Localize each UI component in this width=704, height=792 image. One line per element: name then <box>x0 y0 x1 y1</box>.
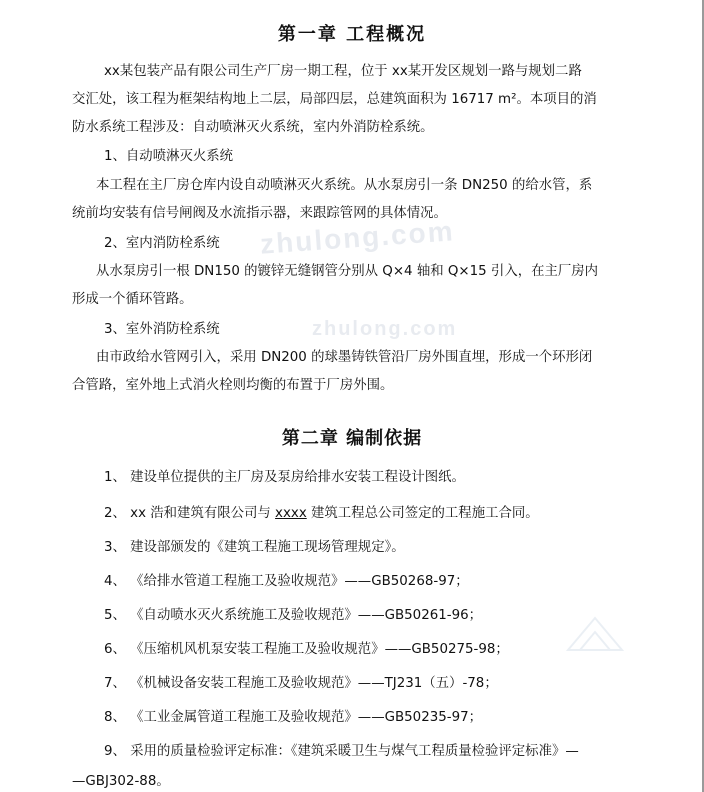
list-item-text: 建筑工程总公司签定的工程施工合同。 <box>306 506 539 521</box>
body-text-line: 本工程在主厂房仓库内设自动喷淋灭火系统。从水泵房引一条 DN250 的给水管，系 <box>96 178 593 193</box>
body-text-line: 交汇处，该工程为框架结构地上二层，局部四层，总建筑面积为 16717 m²。本项目的消 <box>72 92 597 107</box>
body-text-line: 合管路，室外地上式消火栓则均衡的布置于厂房外围。 <box>72 378 394 393</box>
list-item: 6、 《压缩机风机泵安装工程施工及验收规范》——GB50275-98； <box>104 642 509 657</box>
list-item: 5、 《自动喷水灭火系统施工及验收规范》——GB50261-96； <box>104 608 483 623</box>
list-item: 3、 建设部颁发的《建筑工程施工现场管理规定》。 <box>104 540 405 555</box>
list-item-text: 2、 xx 浩和建筑有限公司与 <box>104 506 276 521</box>
body-text-line: 形成一个循环管路。 <box>72 292 193 307</box>
list-item <box>104 502 539 521</box>
list-item: 7、 《机械设备安装工程施工及验收规范》——TJ231（五）-78； <box>104 676 498 691</box>
watermark-text: zhulong.com <box>312 318 458 340</box>
body-text-line: 由市政给水管网引入，采用 DN200 的球墨铸铁管沿厂房外围直埋，形成一个环形闭 <box>96 350 593 365</box>
watermark-logo-icon <box>560 610 630 660</box>
list-item: —GBJ302-88。 <box>72 774 170 789</box>
section-heading: 3、室外消防栓系统 <box>104 322 220 337</box>
section-heading: 1、自动喷淋灭火系统 <box>104 149 234 164</box>
list-item: 1、 建设单位提供的主厂房及泵房给排水安装工程设计图纸。 <box>104 470 465 485</box>
list-item: 4、 《给排水管道工程施工及验收规范》——GB50268-97； <box>104 574 469 589</box>
list-item: 8、 《工业金属管道工程施工及验收规范》——GB50235-97； <box>104 710 483 725</box>
body-text-line: 统前均安装有信号闸阀及水流指示器，来跟踪管网的具体情况。 <box>72 206 447 221</box>
chapter-2-title: 第二章 编制依据 <box>281 428 423 449</box>
underlined-placeholder: xxxx <box>275 506 307 521</box>
chapter-1-title: 第一章 工程概况 <box>277 24 427 45</box>
list-item: 9、 采用的质量检验评定标准：《建筑采暖卫生与煤气工程质量检验评定标准》— <box>104 744 579 759</box>
watermark-text: zhulong.com <box>259 215 456 260</box>
body-text-line: xx某包装产品有限公司生产厂房一期工程，位于 xx某开发区规划一路与规划二路 <box>104 64 582 79</box>
section-heading: 2、室内消防栓系统 <box>104 236 220 251</box>
body-text-line: 从水泵房引一根 DN150 的镀锌无缝钢管分别从 Q×4 轴和 Q×15 引入，在主厂房内 <box>96 264 599 279</box>
body-text-line: 防水系统工程涉及：自动喷淋灭火系统，室内外消防栓系统。 <box>72 120 434 135</box>
